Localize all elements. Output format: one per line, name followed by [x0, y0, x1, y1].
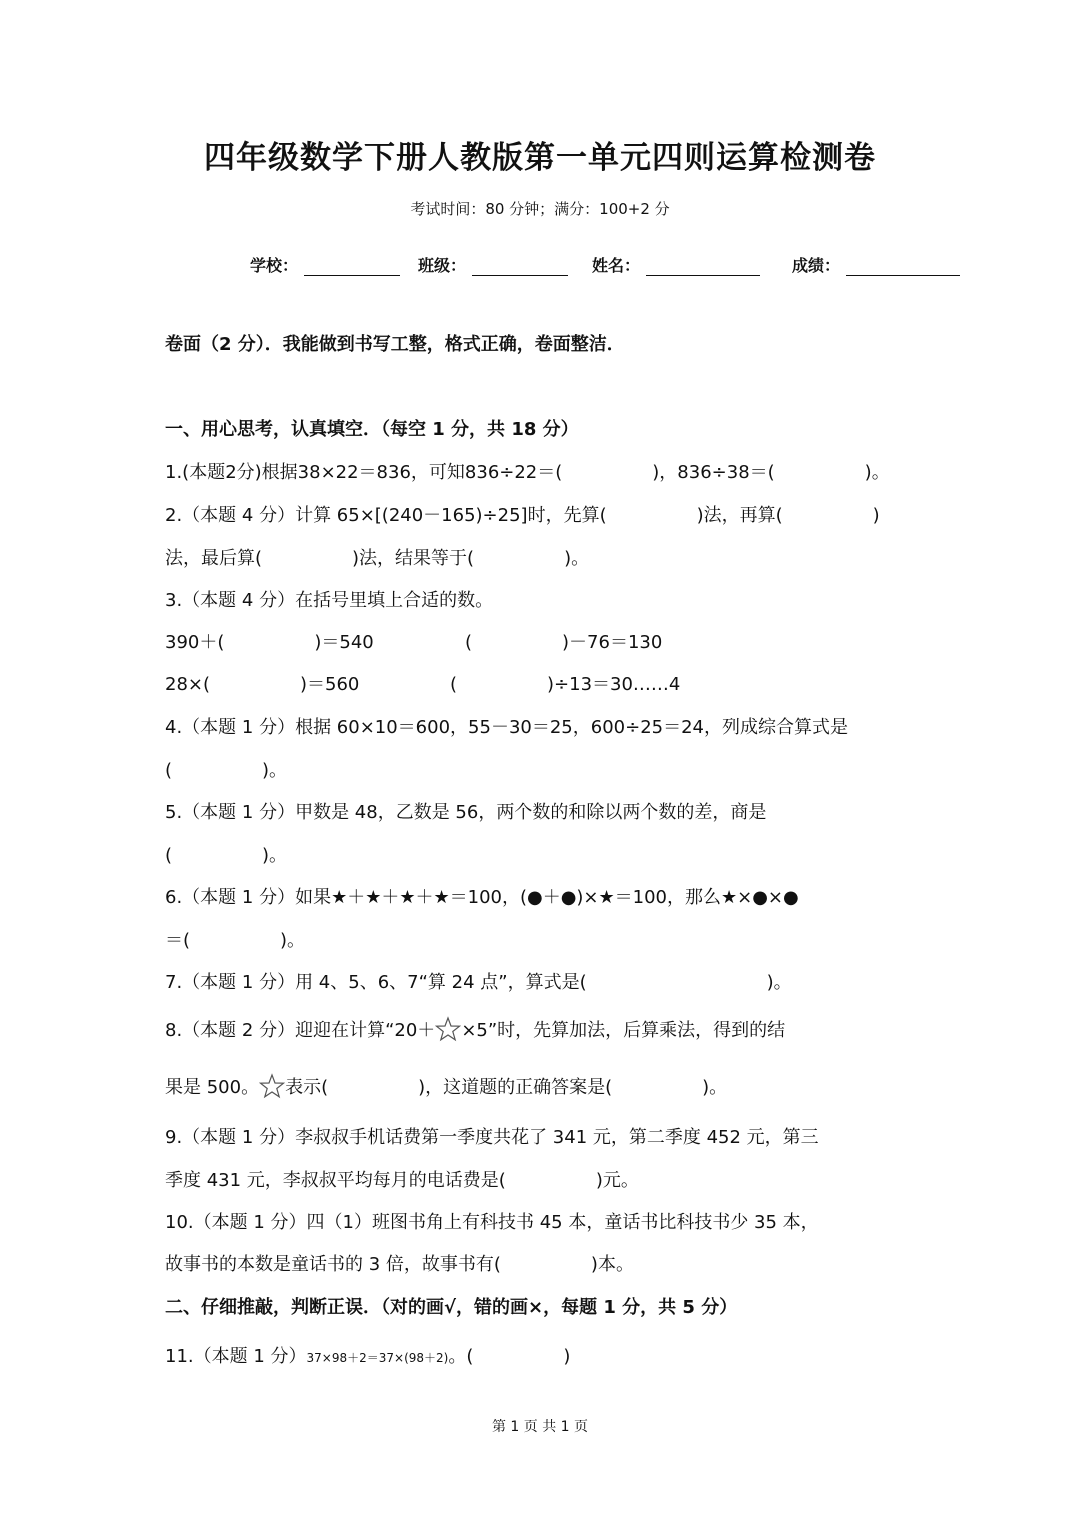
page-title: 四年级数学下册人教版第一单元四则运算检测卷 [204, 140, 876, 176]
question-7: 7.（本题 1 分）用 4、5、6、7“算 24 点”，算式是( )。 [165, 972, 792, 993]
question-10-line-1: 10.（本题 1 分）四（1）班图书角上有科技书 45 本，童话书比科技书少 35 本， [165, 1212, 819, 1233]
question-3-item-d: ( )÷13＝30……4 [450, 674, 681, 695]
question-3-item-a: 390＋( )＝540 [165, 632, 374, 653]
question-11-expression: 37×98＋2＝37×(98＋2) [306, 1351, 449, 1365]
question-8-text-d: 表示( )，这道题的正确答案是( )。 [285, 1077, 728, 1098]
question-10-line-2: 故事书的本数是童话书的 3 倍，故事书有( )本。 [165, 1254, 634, 1275]
question-8-line-1 [165, 1016, 785, 1047]
question-8-text-c: 果是 500。 [165, 1077, 260, 1098]
neatness-note: 卷面（2 分）．我能做到书写工整，格式正确，卷面整洁． [165, 334, 625, 355]
question-8-text-b: ×5”时，先算加法，后算乘法，得到的结 [461, 1020, 786, 1041]
class-blank[interactable] [472, 257, 568, 276]
school-field [250, 253, 400, 276]
star-outline-icon [259, 1073, 285, 1104]
question-3-item-c: 28×( )＝560 [165, 674, 360, 695]
question-3: 3.（本题 4 分）在括号里填上合适的数。 [165, 590, 494, 611]
question-11-label: 11.（本题 1 分） [165, 1346, 307, 1367]
exam-info: 考试时间：80 分钟；满分：100+2 分 [410, 200, 670, 218]
question-6-line-1: 6.（本题 1 分）如果★＋★＋★＋★＝100，(●＋●)×★＝100，那么★×●×● [165, 887, 799, 908]
class-label: 班级： [418, 256, 467, 275]
question-11 [165, 1342, 570, 1368]
name-blank[interactable] [646, 257, 760, 276]
question-1: 1.(本题2分)根据38×22＝836，可知836÷22＝( )，836÷38＝( )。 [165, 462, 890, 483]
question-9-line-1: 9.（本题 1 分）李叔叔手机话费第一季度共花了 341 元，第二季度 452 元，第三 [165, 1127, 819, 1148]
question-4-line-2: ( )。 [165, 760, 288, 781]
school-blank[interactable] [304, 257, 400, 276]
name-field [592, 253, 760, 276]
question-8-line-2 [165, 1073, 727, 1104]
class-field [418, 253, 568, 276]
question-2-line-2: 法，最后算( )法，结果等于( )。 [165, 548, 590, 569]
score-blank[interactable] [846, 257, 960, 276]
question-4-line-1: 4.（本题 1 分）根据 60×10＝600，55－30＝25，600÷25＝24，列成综合算式是 [165, 717, 848, 738]
question-2-line-1: 2.（本题 4 分）计算 65×[(240－165)÷25]时，先算( )法，再算( ) [165, 505, 880, 526]
star-outline-icon [435, 1016, 461, 1047]
question-8-text-a: 8.（本题 2 分）迎迎在计算“20＋ [165, 1020, 436, 1041]
school-label: 学校： [250, 256, 299, 275]
question-5-line-2: ( )。 [165, 845, 288, 866]
score-field [792, 253, 960, 276]
question-11-blank: 。( ) [448, 1346, 571, 1367]
question-3-item-b: ( )－76＝130 [465, 632, 663, 653]
page-footer: 第 1 页 共 1 页 [491, 1419, 589, 1435]
section-1-heading: 一、用心思考，认真填空．（每空 1 分，共 18 分） [165, 419, 579, 440]
question-9-line-2: 季度 431 元，李叔叔平均每月的电话费是( )元。 [165, 1170, 639, 1191]
score-label: 成绩： [792, 256, 841, 275]
name-label: 姓名： [592, 256, 641, 275]
section-2-heading: 二、仔细推敲，判断正误．（对的画√，错的画×，每题 1 分，共 5 分） [165, 1297, 738, 1318]
question-5-line-1: 5.（本题 1 分）甲数是 48，乙数是 56，两个数的和除以两个数的差，商是 [165, 802, 767, 823]
question-6-line-2: ＝( )。 [165, 930, 306, 951]
